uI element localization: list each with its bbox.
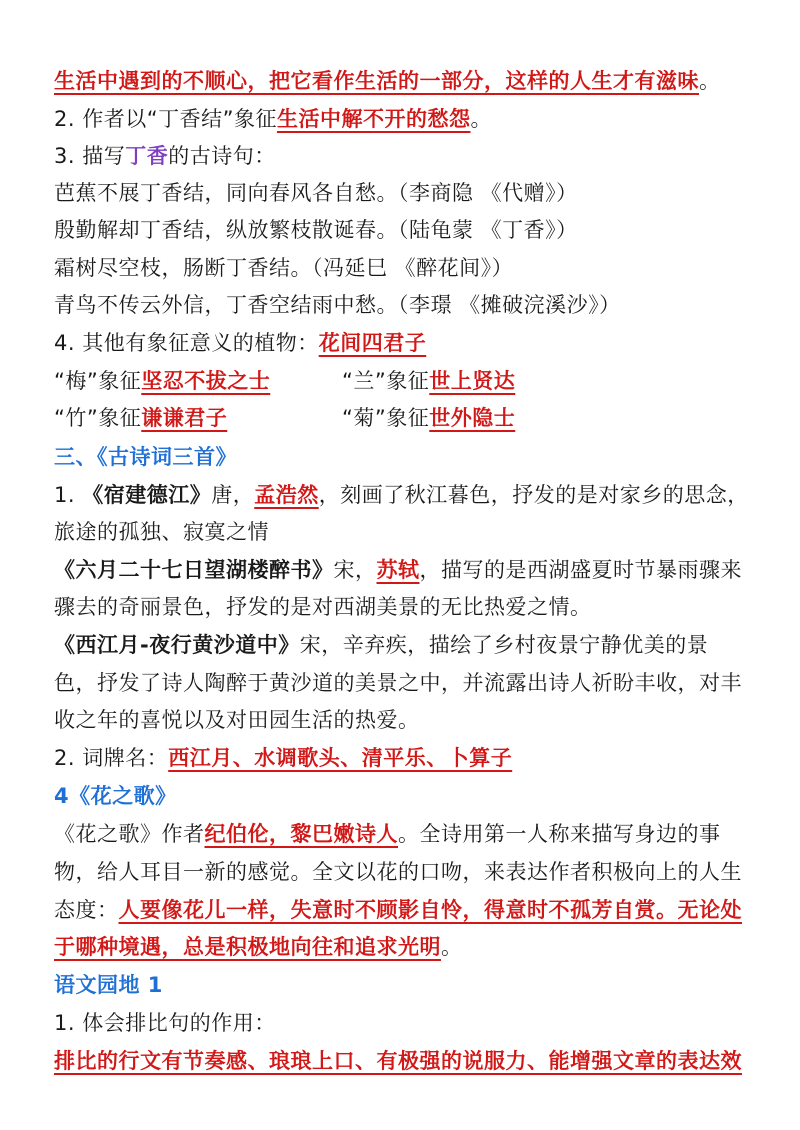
text-line	[54, 1044, 760, 1078]
highlight-answer: 于哪种境遇，总是积极地向往和追求光明	[54, 935, 441, 959]
highlight-answer: 排比的行文有节奏感、琅琅上口、有极强的说服力、能增强文章的表达效	[54, 1049, 742, 1073]
text-line	[54, 478, 760, 512]
highlight-answer: 坚忍不拔之士	[141, 369, 271, 393]
highlight-answer: 花间四君子	[318, 331, 427, 355]
poem-line: 芭蕉不展丁香结，同向春风各自愁。（李商隐 《代赠》）	[54, 181, 578, 205]
text-segment: 。	[470, 107, 492, 131]
text-line	[54, 628, 760, 662]
text-segment: 的古诗句：	[168, 144, 276, 168]
plant-row	[54, 364, 760, 398]
text-segment: 作者	[161, 822, 205, 846]
section-heading: 三、《古诗词三首》	[54, 445, 237, 469]
text-line	[54, 817, 760, 851]
text-segment: “竹”象征	[54, 406, 142, 430]
text-line	[54, 102, 760, 136]
text-line: 色，抒发了诗人陶醉于黄沙道的美景之中，并流露出诗人祈盼丰收，对丰	[54, 671, 742, 695]
text-line: 旅途的孤独、寂寞之情	[54, 520, 269, 544]
text-line	[54, 553, 760, 587]
text-line: 收之年的喜悦以及对田园生活的热爱。	[54, 708, 420, 732]
poem-title: 《西江月-夜行黄沙道中》	[54, 633, 300, 657]
text-line: 1. 体会排比句的作用：	[54, 1011, 276, 1035]
text-segment: 宋，辛弃疾，描绘了乡村夜景宁静优美的景	[299, 633, 709, 657]
plant-row	[54, 401, 760, 435]
text-segment: 。	[699, 69, 721, 93]
highlight-answer: 世上贤达	[429, 369, 516, 393]
text-segment: 1.	[54, 483, 83, 507]
section-heading: 语文园地 1	[54, 973, 163, 997]
highlight-answer: 世外隐士	[429, 406, 516, 430]
highlight-answer: 西江月、水调歌头、清平乐、卜算子	[168, 746, 513, 770]
plant-item	[342, 401, 515, 435]
poem-title: 《宿建德江》	[82, 483, 212, 507]
text-segment: ，描写的是西湖盛夏时节暴雨骤来	[419, 558, 742, 582]
text-segment: 。	[441, 935, 463, 959]
text-segment: 3. 描写	[54, 144, 126, 168]
poem-title: 《花之歌》	[54, 822, 162, 846]
text-line	[54, 139, 760, 173]
text-line: 骤去的奇丽景色，抒发的是对西湖美景的无比热爱之情。	[54, 595, 592, 619]
text-line	[54, 326, 760, 360]
text-segment: 2. 作者以“丁香结”象征	[54, 107, 277, 131]
highlight-answer: 生活中解不开的愁怨	[276, 107, 471, 131]
text-line	[54, 64, 760, 98]
highlight-term: 丁香	[125, 144, 169, 168]
text-segment: “菊”象征	[342, 406, 430, 430]
text-segment: “梅”象征	[54, 369, 142, 393]
text-segment: 4. 其他有象征意义的植物：	[54, 331, 319, 355]
text-line: 物，给人耳目一新的感觉。全文以花的口吻，来表达作者积极向上的人生	[54, 860, 742, 884]
text-segment: “兰”象征	[342, 369, 430, 393]
highlight-answer: 人要像花儿一样，失意时不顾影自怜，得意时不孤芳自赏。无论处	[118, 898, 742, 922]
highlight-answer: 苏轼	[376, 558, 420, 582]
plant-item	[342, 364, 515, 398]
highlight-answer: 谦谦君子	[141, 406, 228, 430]
text-segment: 。全诗用第一人称来描写身边的事	[398, 822, 721, 846]
text-line	[54, 893, 760, 927]
highlight-answer: 孟浩然	[254, 483, 319, 507]
highlight-answer: 生活中遇到的不顺心，把它看作生活的一部分，这样的人生才有滋味	[54, 69, 699, 93]
text-segment: 态度：	[54, 898, 119, 922]
plant-item	[54, 369, 270, 393]
highlight-answer: 纪伯伦，黎巴嫩诗人	[204, 822, 398, 846]
poem-line: 殷勤解却丁香结，纵放繁枝散诞春。（陆龟蒙 《丁香》）	[54, 218, 578, 242]
poem-line: 青鸟不传云外信，丁香空结雨中愁。（李璟 《摊破浣溪沙》）	[54, 293, 621, 317]
text-segment: 唐，	[211, 483, 255, 507]
text-line	[54, 930, 760, 964]
text-segment: 2. 词牌名：	[54, 746, 169, 770]
section-heading: 4《花之歌》	[54, 784, 177, 808]
text-segment: 宋，	[333, 558, 377, 582]
poem-title: 《六月二十七日望湖楼醉书》	[54, 558, 334, 582]
plant-item	[54, 406, 227, 430]
text-line	[54, 741, 760, 775]
text-segment: ，刻画了秋江暮色，抒发的是对家乡的思念，	[318, 483, 749, 507]
poem-line: 霜树尽空枝，肠断丁香结。（冯延巳 《醉花间》）	[54, 256, 514, 280]
